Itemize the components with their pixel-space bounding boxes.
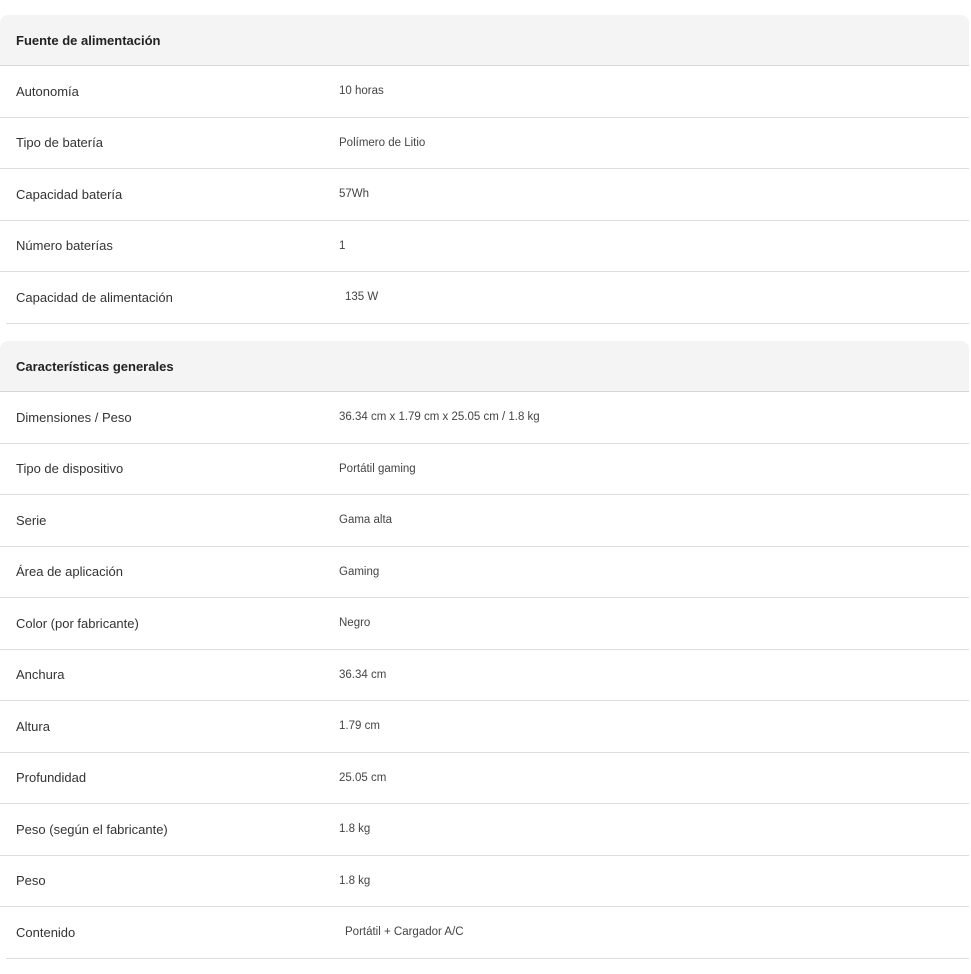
spec-value: 25.05 cm xyxy=(339,771,387,784)
spec-value: 10 horas xyxy=(339,85,384,98)
spec-label: Peso xyxy=(16,873,46,889)
spec-label: Peso (según el fabricante) xyxy=(16,821,168,837)
spec-label: Capacidad de alimentación xyxy=(16,289,173,305)
table-row xyxy=(0,495,969,547)
spec-label: Anchura xyxy=(16,667,65,683)
table-row xyxy=(0,118,969,170)
section-title: Características generales xyxy=(16,358,174,374)
spec-label: Autonomía xyxy=(16,83,79,99)
spec-label: Altura xyxy=(16,718,50,734)
table-row xyxy=(0,598,969,650)
spec-label: Contenido xyxy=(16,924,76,940)
spec-value: 36.34 cm xyxy=(339,668,387,681)
table-row xyxy=(0,804,969,856)
table-row xyxy=(0,856,969,908)
table-row xyxy=(0,650,969,702)
spec-value: 1.79 cm xyxy=(339,720,380,733)
table-row xyxy=(6,907,969,959)
section-header xyxy=(0,15,969,66)
spec-value: Gaming xyxy=(339,565,380,578)
table-row xyxy=(0,701,969,753)
spec-label: Área de aplicación xyxy=(16,564,123,580)
table-row xyxy=(0,169,969,221)
spec-value: 36.34 cm x 1.79 cm x 25.05 cm / 1.8 kg xyxy=(339,411,540,424)
spec-label: Serie xyxy=(16,512,47,528)
table-row xyxy=(0,392,969,444)
spec-value: Polímero de Litio xyxy=(339,136,426,149)
spec-label: Tipo de dispositivo xyxy=(16,461,124,477)
spec-value: Negro xyxy=(339,617,371,630)
spec-label: Profundidad xyxy=(16,770,87,786)
table-row xyxy=(6,272,969,324)
section-header xyxy=(0,341,969,392)
spec-value: 135 W xyxy=(345,291,379,304)
table-row xyxy=(0,66,969,118)
table-row xyxy=(0,444,969,496)
spec-label: Color (por fabricante) xyxy=(16,615,139,631)
spec-value: Portátil + Cargador A/C xyxy=(345,926,464,939)
spec-value: 1.8 kg xyxy=(339,823,371,836)
table-row xyxy=(0,547,969,599)
table-row xyxy=(0,221,969,273)
spec-label: Dimensiones / Peso xyxy=(16,409,132,425)
spec-label: Capacidad batería xyxy=(16,186,123,202)
spec-value: 57Wh xyxy=(339,188,370,201)
spec-value: Portátil gaming xyxy=(339,462,416,475)
spec-label: Número baterías xyxy=(16,238,113,254)
spec-value: 1.8 kg xyxy=(339,874,371,887)
spec-table-fuente-alimentacion xyxy=(0,15,969,324)
table-row xyxy=(0,753,969,805)
section-title: Fuente de alimentación xyxy=(16,32,161,48)
spec-label: Tipo de batería xyxy=(16,135,103,151)
spec-value: Gama alta xyxy=(339,514,393,527)
spec-value: 1 xyxy=(339,239,346,252)
spec-table-caracteristicas-generales xyxy=(0,341,969,959)
